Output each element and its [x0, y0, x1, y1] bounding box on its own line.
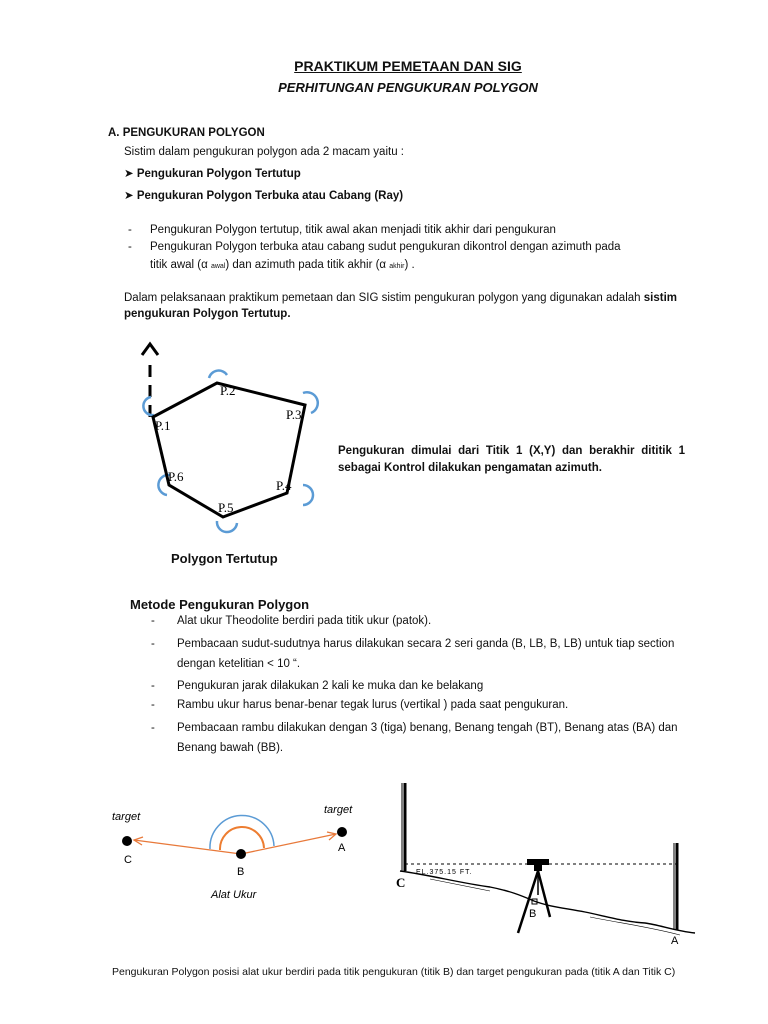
section-heading: A. PENGUKURAN POLYGON	[108, 127, 265, 139]
point-a-dot	[337, 827, 347, 837]
page-subtitle: PERHITUNGAN PENGUKURAN POLYGON	[278, 80, 538, 95]
note-open: Pengukuran Polygon terbuka atau cabang sudut pengukuran dikontrol dengan azimuth pada	[150, 241, 621, 253]
target-left-label: target	[112, 811, 141, 823]
type-closed: ➤ Pengukuran Polygon Tertutup	[124, 168, 301, 180]
metode-item-3: Pengukuran jarak dilakukan 2 kali ke muka dan ke belakang	[177, 680, 484, 692]
arc-p2	[209, 371, 227, 378]
metode-item-2: Pembacaan sudut-sudutnya harus dilakukan secara 2 seri ganda (B, LB, B, LB) untuk tiap section	[177, 638, 675, 650]
angle-measurement-diagram	[100, 795, 370, 910]
polygon-caption: Polygon Tertutup	[171, 551, 278, 566]
point-b-label: B	[237, 866, 245, 878]
type-open: ➤ Pengukuran Polygon Terbuka atau Cabang (Ray)	[124, 190, 404, 202]
ground-profile	[400, 871, 695, 933]
point-label-p6: P.6	[168, 469, 184, 484]
metode-heading: Metode Pengukuran Polygon	[130, 597, 310, 612]
target-right-label: target	[324, 804, 353, 816]
dash-bullet: -	[151, 615, 155, 627]
point-a-label: A	[338, 842, 346, 854]
figure-caption: Pengukuran Polygon posisi alat ukur berdiri pada titik pengukuran (titik B) dan target pengukuran pada (titik A dan Titik C)	[112, 966, 676, 978]
paragraph-system: Dalam pelaksanaan praktikum pemetaan dan SIG sistim pengukuran polygon yang digunakan adalah sistim	[124, 292, 678, 304]
closed-polygon-diagram	[125, 335, 335, 535]
dash-bullet: -	[151, 722, 155, 734]
tripod-leg-right	[538, 871, 550, 917]
dash-bullet: -	[151, 638, 155, 650]
sight-line-left	[134, 840, 241, 854]
metode-item-4: Rambu ukur harus benar-benar tegak lurus (vertikal ) pada saat pengukuran.	[177, 699, 569, 711]
note-closed: Pengukuran Polygon tertutup, titik awal akan menjadi titik akhir dari pengukuran	[150, 224, 556, 236]
level-instrument	[527, 859, 549, 865]
dash-bullet: -	[128, 241, 132, 253]
level-point-a: A	[671, 935, 679, 947]
page-title: PRAKTIKUM PEMETAAN DAN SIG	[294, 58, 522, 74]
paragraph-system-bold: pengukuran Polygon Tertutup.	[124, 308, 291, 320]
instrument-label: Alat Ukur	[211, 889, 257, 901]
arc-p5	[217, 521, 237, 532]
arc-inner-orange	[220, 827, 264, 850]
metode-item-1: Alat ukur Theodolite berdiri pada titik ukur (patok).	[177, 615, 432, 627]
point-b-dot	[236, 849, 246, 859]
azimuth-arrow-head	[142, 344, 158, 355]
point-label-p3: P.3	[286, 407, 302, 422]
point-c-dot	[122, 836, 132, 846]
level-point-b: B	[529, 908, 537, 920]
elevation-label: EL.375.15 FT.	[416, 869, 473, 876]
sight-line-right	[241, 834, 336, 854]
note-open-continued: titik awal (α awal) dan azimuth pada titik akhir (α akhir) .	[150, 259, 415, 271]
point-label-p5: P.5	[218, 500, 234, 515]
dash-bullet: -	[128, 224, 132, 236]
metode-item-5: Pembacaan rambu dilakukan dengan 3 (tiga) benang, Benang tengah (BT), Benang atas (BA) dan	[177, 722, 678, 734]
dash-bullet: -	[151, 699, 155, 711]
arc-p4	[303, 485, 313, 505]
point-label-p4: P.4	[276, 478, 292, 493]
point-label-p1: P.1	[155, 418, 171, 433]
metode-item-2-cont: dengan ketelitian < 10 “.	[177, 658, 301, 670]
polygon-description: Pengukuran dimulai dari Titik 1 (X,Y) dan berakhir dititik 1 sebagai Kontrol dilakukan pengamatan azimuth.	[338, 445, 685, 474]
level-point-c: C	[396, 875, 406, 890]
polygon-outline	[153, 383, 305, 517]
levelling-diagram	[390, 775, 710, 955]
point-c-label: C	[124, 854, 132, 866]
intro-text: Sistim dalam pengukuran polygon ada 2 macam yaitu :	[124, 146, 404, 158]
dash-bullet: -	[151, 680, 155, 692]
metode-item-5-cont: Benang bawah (BB).	[177, 742, 284, 754]
point-label-p2: P.2	[220, 383, 236, 398]
